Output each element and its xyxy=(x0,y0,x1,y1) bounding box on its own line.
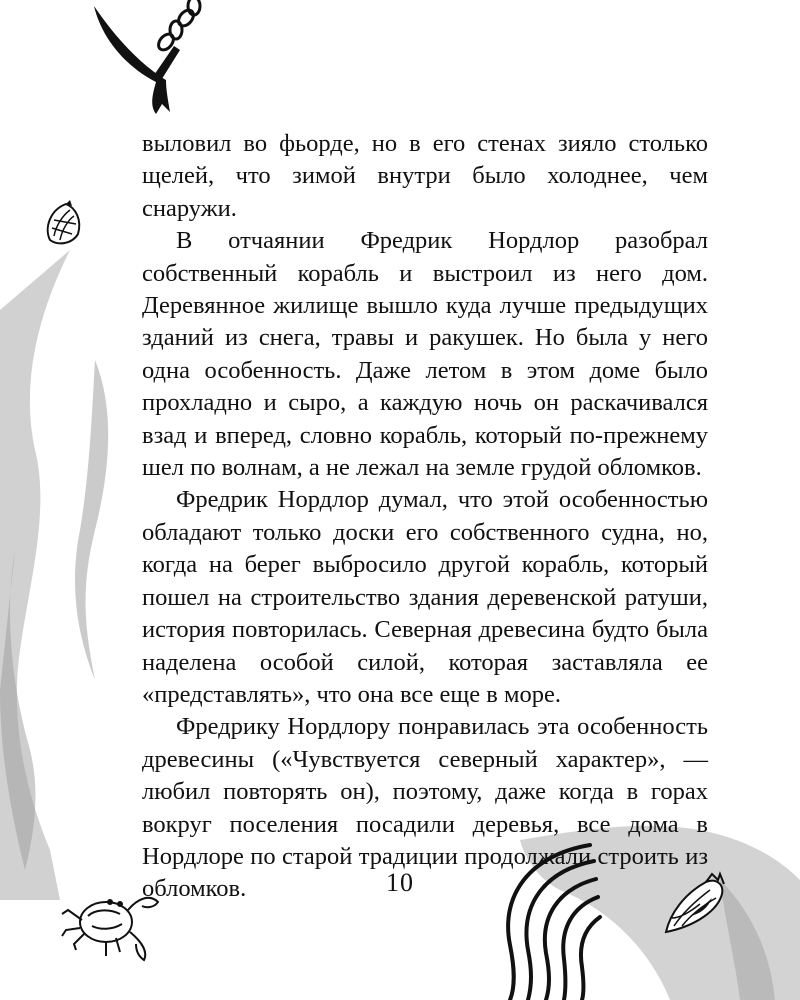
seashell-icon xyxy=(42,200,84,248)
paragraph-3: Фредрик Нордлор думал, что этой особенностью обладают только доски его собственного судна, но, когда на берег выбросило другой корабль, который пошел на строительство здания деревенской ратуши, история повторилась. Северная древесина будто была наделена особой силой, которая заставляла ее «представлять», что она все еще в море. xyxy=(142,486,708,708)
anchor-chain-icon xyxy=(90,0,210,125)
page-number: 10 xyxy=(386,868,414,897)
left-watercolor-stroke xyxy=(0,250,150,900)
paragraph-2: В отчаянии Фредрик Нордлор разобрал собственный корабль и выстроил из него дом. Деревянное жилище вышло куда лучше предыдущих зданий из снега, травы и ракушек. Но была у него одна особенность. Даже летом в этом доме было прохладно и сыро, а каждую ночь он раскачивался взад и вперед, словно корабль, который по-прежнему шел по волнам, а не лежал на земле грудой обломков. xyxy=(142,227,708,482)
paragraph-4: Фредрику Нордлору понравилась эта особенность древесины («Чувствуется северный характер», — любил повторять он), поэтому, даже когда в горах вокруг поселения посадили деревья, все дома в Нордлоре по старой традиции продолжали строить из обломков. xyxy=(142,713,708,903)
paragraph-1: выловил во фьорде, но в его стенах зияло столько щелей, что зимой внутри было холоднее, чем снаружи. xyxy=(142,130,708,222)
body-text xyxy=(142,128,708,906)
